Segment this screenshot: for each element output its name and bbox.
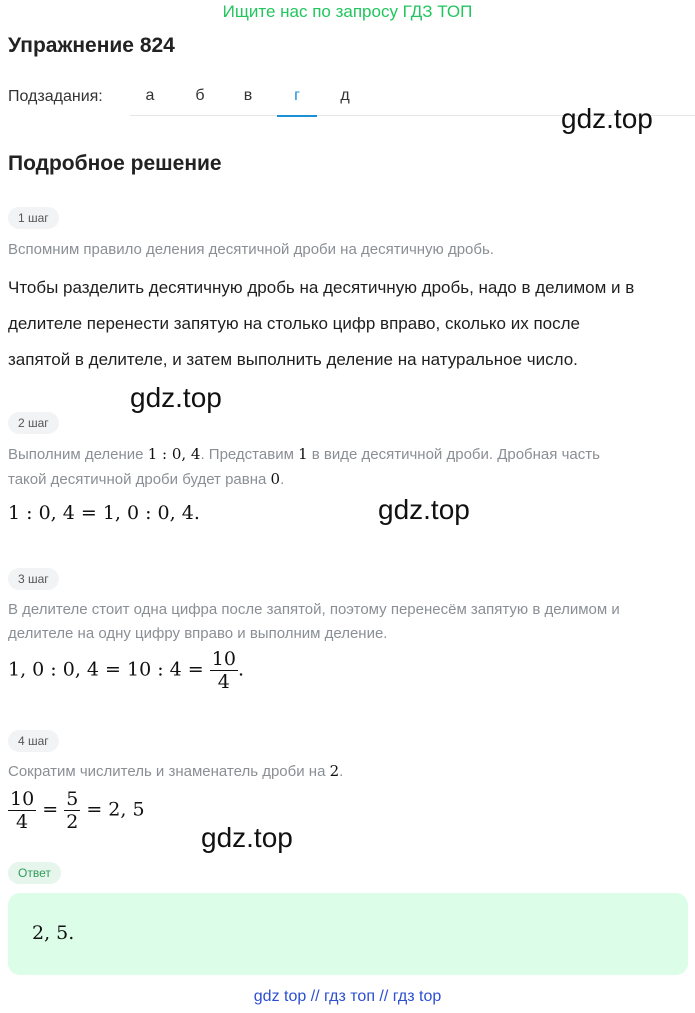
rule-line: запятой в делителе, и затем выполнить деление на натуральное число. (8, 350, 578, 369)
step-hint (8, 598, 693, 646)
hint-line: делителе на одну цифру вправо и выполним деление. (8, 625, 388, 642)
step-badge: 4 шаг (8, 730, 59, 752)
tab-v[interactable]: в (243, 87, 253, 104)
division-rule (8, 270, 688, 378)
answer-box (8, 893, 688, 975)
tab-g[interactable]: г (277, 87, 317, 105)
page-title: Упражнение 824 (8, 34, 175, 57)
tab-a[interactable]: а (145, 87, 155, 104)
step-badge: 3 шаг (8, 568, 59, 590)
fraction (64, 788, 80, 833)
step-hint: Вспомним правило деления десятичной дроби на десятичную дробь. (8, 241, 494, 258)
watermark: gdz.top (130, 382, 222, 413)
rule-line: делителе перенести запятую на столько цифр вправо, сколько их после (8, 314, 580, 333)
fraction-denominator: 2 (66, 811, 79, 833)
hint-text: Сократим числитель и знаменатель дроби на (8, 763, 330, 780)
math-expression: 1 : 0, 4 = 1, 0 : 0, 4. (8, 502, 200, 524)
watermark: gdz.top (378, 494, 470, 525)
step-hint (8, 442, 688, 492)
hint-text: такой десятичной дроби будет равна (8, 471, 271, 488)
fraction (210, 648, 238, 693)
hint-math: 1 (298, 445, 308, 463)
hint-math: 0 (270, 470, 281, 488)
math-text: = (42, 798, 59, 821)
hint-text: Выполним деление (8, 446, 148, 463)
hint-line: В делителе стоит одна цифра после запятой, поэтому перенесём запятую в делимом и (8, 601, 620, 618)
hint-text: . Представим (200, 446, 299, 463)
hint-text: . (280, 471, 285, 488)
hint-math: 2 (329, 762, 340, 780)
search-banner: Ищите нас по запросу ГДЗ ТОП (222, 2, 473, 21)
watermark: gdz.top (201, 822, 293, 853)
step-badge: 2 шаг (8, 412, 59, 434)
rule-line: Чтобы разделить десятичную дробь на десятичную дробь, надо в делимом и в (8, 278, 635, 297)
watermark: gdz.top (561, 103, 653, 134)
fraction-numerator: 5 (66, 788, 79, 810)
tab-d[interactable]: д (340, 87, 350, 104)
step-badge: 1 шаг (8, 207, 59, 229)
fraction-denominator: 4 (217, 671, 230, 693)
footer-links[interactable]: gdz top // гдз топ // гдз top (253, 988, 442, 1005)
answer-value: 2, 5. (32, 922, 75, 944)
math-text: = 2, 5 (86, 798, 145, 821)
tab-b[interactable]: б (195, 87, 205, 104)
hint-text: в виде десятичной дроби. Дробная часть (307, 446, 600, 463)
math-expression (8, 648, 244, 693)
fraction-denominator: 4 (16, 811, 29, 833)
math-expression (8, 788, 145, 833)
fraction-numerator: 10 (10, 788, 35, 810)
answer-badge: Ответ (8, 862, 61, 884)
step-hint (8, 759, 343, 784)
hint-text: . (339, 763, 344, 780)
math-text: 1, 0 : 0, 4 = 10 : 4 = (8, 658, 210, 681)
math-text: . (237, 658, 244, 681)
fraction-numerator: 10 (211, 648, 236, 670)
fraction (8, 788, 36, 833)
hint-math: 1 : 0, 4 (147, 445, 201, 463)
solution-heading: Подробное решение (8, 152, 222, 175)
subtasks-label: Подзадания: (8, 88, 103, 105)
